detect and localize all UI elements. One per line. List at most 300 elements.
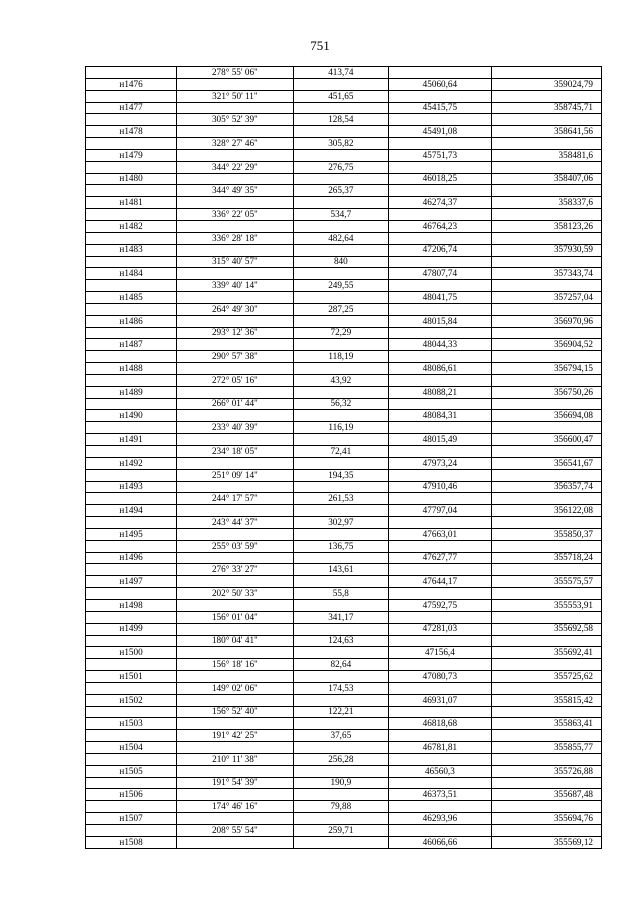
distance-cell: 143,61 xyxy=(293,564,388,576)
direction-angle-cell: 156° 18' 16" xyxy=(177,659,294,671)
direction-angle-cell: 305° 52' 39" xyxy=(177,114,294,126)
x-coordinate-cell: 47663,01 xyxy=(389,528,492,540)
direction-angle-cell: 191° 54' 39" xyxy=(177,777,294,789)
direction-angle-cell xyxy=(177,718,294,730)
distance-cell: 256,28 xyxy=(293,753,388,765)
table-row xyxy=(86,647,602,659)
table-row xyxy=(86,694,602,706)
x-coordinate-cell xyxy=(389,327,492,339)
table-row xyxy=(86,78,602,90)
distance-cell xyxy=(293,694,388,706)
y-coordinate-cell xyxy=(491,256,601,268)
direction-angle-cell: 336° 28' 18" xyxy=(177,232,294,244)
direction-angle-cell: 156° 01' 04" xyxy=(177,611,294,623)
direction-angle-cell xyxy=(177,315,294,327)
point-cell xyxy=(86,517,177,529)
table-row xyxy=(86,623,602,635)
table-row xyxy=(86,102,602,114)
table-row xyxy=(86,374,602,386)
distance-cell xyxy=(293,552,388,564)
x-coordinate-cell xyxy=(389,588,492,600)
table-row xyxy=(86,244,602,256)
distance-cell xyxy=(293,78,388,90)
table-row xyxy=(86,90,602,102)
y-coordinate-cell xyxy=(491,303,601,315)
table-row xyxy=(86,280,602,292)
direction-angle-cell xyxy=(177,813,294,825)
direction-angle-cell xyxy=(177,481,294,493)
x-coordinate-cell: 48015,49 xyxy=(389,434,492,446)
x-coordinate-cell xyxy=(389,753,492,765)
direction-angle-cell xyxy=(177,671,294,683)
x-coordinate-cell xyxy=(389,185,492,197)
x-coordinate-cell xyxy=(389,635,492,647)
point-cell xyxy=(86,469,177,481)
direction-angle-cell xyxy=(177,386,294,398)
x-coordinate-cell: 46373,51 xyxy=(389,789,492,801)
x-coordinate-cell: 47080,73 xyxy=(389,671,492,683)
y-coordinate-cell: 355575,57 xyxy=(491,576,601,588)
distance-cell xyxy=(293,244,388,256)
point-cell: н1498 xyxy=(86,599,177,611)
y-coordinate-cell: 356357,74 xyxy=(491,481,601,493)
x-coordinate-cell: 48044,33 xyxy=(389,339,492,351)
distance-cell xyxy=(293,434,388,446)
x-coordinate-cell: 46066,66 xyxy=(389,836,492,848)
y-coordinate-cell xyxy=(491,185,601,197)
point-cell: н1492 xyxy=(86,457,177,469)
point-cell: н1477 xyxy=(86,102,177,114)
table-row xyxy=(86,363,602,375)
direction-angle-cell xyxy=(177,694,294,706)
point-cell: н1488 xyxy=(86,363,177,375)
y-coordinate-cell: 358123,26 xyxy=(491,220,601,232)
table-row xyxy=(86,777,602,789)
distance-cell: 37,65 xyxy=(293,730,388,742)
y-coordinate-cell xyxy=(491,517,601,529)
point-cell xyxy=(86,422,177,434)
direction-angle-cell xyxy=(177,552,294,564)
x-coordinate-cell xyxy=(389,256,492,268)
y-coordinate-cell xyxy=(491,611,601,623)
point-cell xyxy=(86,493,177,505)
x-coordinate-cell: 48041,75 xyxy=(389,292,492,304)
x-coordinate-cell xyxy=(389,398,492,410)
x-coordinate-cell: 47973,24 xyxy=(389,457,492,469)
point-cell: н1491 xyxy=(86,434,177,446)
y-coordinate-cell xyxy=(491,398,601,410)
point-cell: н1506 xyxy=(86,789,177,801)
distance-cell xyxy=(293,268,388,280)
distance-cell xyxy=(293,386,388,398)
x-coordinate-cell xyxy=(389,422,492,434)
distance-cell: 534,7 xyxy=(293,209,388,221)
direction-angle-cell: 264° 49' 30" xyxy=(177,303,294,315)
coordinates-table-body xyxy=(86,67,602,849)
x-coordinate-cell xyxy=(389,114,492,126)
distance-cell xyxy=(293,836,388,848)
x-coordinate-cell xyxy=(389,493,492,505)
table-row xyxy=(86,576,602,588)
table-row xyxy=(86,706,602,718)
distance-cell: 82,64 xyxy=(293,659,388,671)
point-cell: н1505 xyxy=(86,765,177,777)
distance-cell: 276,75 xyxy=(293,161,388,173)
distance-cell xyxy=(293,671,388,683)
x-coordinate-cell xyxy=(389,801,492,813)
x-coordinate-cell xyxy=(389,517,492,529)
direction-angle-cell xyxy=(177,434,294,446)
point-cell: н1496 xyxy=(86,552,177,564)
distance-cell xyxy=(293,149,388,161)
direction-angle-cell xyxy=(177,102,294,114)
point-cell xyxy=(86,256,177,268)
distance-cell xyxy=(293,315,388,327)
point-cell xyxy=(86,327,177,339)
point-cell xyxy=(86,564,177,576)
x-coordinate-cell: 46818,68 xyxy=(389,718,492,730)
distance-cell: 116,19 xyxy=(293,422,388,434)
direction-angle-cell: 234° 18' 05" xyxy=(177,446,294,458)
direction-angle-cell: 149° 02' 06" xyxy=(177,682,294,694)
y-coordinate-cell xyxy=(491,138,601,150)
y-coordinate-cell: 356794,15 xyxy=(491,363,601,375)
distance-cell: 122,21 xyxy=(293,706,388,718)
table-row xyxy=(86,801,602,813)
table-row xyxy=(86,422,602,434)
distance-cell xyxy=(293,528,388,540)
x-coordinate-cell: 47644,17 xyxy=(389,576,492,588)
x-coordinate-cell: 47910,46 xyxy=(389,481,492,493)
y-coordinate-cell: 355725,62 xyxy=(491,671,601,683)
y-coordinate-cell: 358407,06 xyxy=(491,173,601,185)
y-coordinate-cell xyxy=(491,327,601,339)
x-coordinate-cell: 45491,08 xyxy=(389,126,492,138)
point-cell: н1493 xyxy=(86,481,177,493)
table-row xyxy=(86,161,602,173)
point-cell xyxy=(86,280,177,292)
direction-angle-cell: 233° 40' 39" xyxy=(177,422,294,434)
table-row xyxy=(86,138,602,150)
direction-angle-cell: 290° 57' 38" xyxy=(177,351,294,363)
distance-cell: 118,19 xyxy=(293,351,388,363)
direction-angle-cell xyxy=(177,268,294,280)
x-coordinate-cell xyxy=(389,351,492,363)
direction-angle-cell: 266° 01' 44" xyxy=(177,398,294,410)
point-cell: н1497 xyxy=(86,576,177,588)
distance-cell: 265,37 xyxy=(293,185,388,197)
table-row xyxy=(86,303,602,315)
x-coordinate-cell xyxy=(389,280,492,292)
y-coordinate-cell: 355815,42 xyxy=(491,694,601,706)
distance-cell xyxy=(293,410,388,422)
y-coordinate-cell: 357930,59 xyxy=(491,244,601,256)
direction-angle-cell xyxy=(177,410,294,422)
distance-cell xyxy=(293,363,388,375)
x-coordinate-cell: 48088,21 xyxy=(389,386,492,398)
point-cell xyxy=(86,303,177,315)
table-row xyxy=(86,635,602,647)
table-row xyxy=(86,682,602,694)
direction-angle-cell: 255° 03' 59" xyxy=(177,540,294,552)
y-coordinate-cell xyxy=(491,374,601,386)
distance-cell xyxy=(293,126,388,138)
point-cell: н1479 xyxy=(86,149,177,161)
y-coordinate-cell xyxy=(491,469,601,481)
y-coordinate-cell xyxy=(491,422,601,434)
y-coordinate-cell xyxy=(491,801,601,813)
distance-cell: 136,75 xyxy=(293,540,388,552)
distance-cell xyxy=(293,813,388,825)
distance-cell: 261,53 xyxy=(293,493,388,505)
distance-cell xyxy=(293,457,388,469)
direction-angle-cell xyxy=(177,149,294,161)
y-coordinate-cell: 356541,67 xyxy=(491,457,601,469)
distance-cell xyxy=(293,789,388,801)
distance-cell xyxy=(293,173,388,185)
y-coordinate-cell: 355687,48 xyxy=(491,789,601,801)
point-cell xyxy=(86,398,177,410)
direction-angle-cell: 174° 46' 16" xyxy=(177,801,294,813)
table-row xyxy=(86,611,602,623)
point-cell: н1502 xyxy=(86,694,177,706)
distance-cell: 305,82 xyxy=(293,138,388,150)
distance-cell: 56,32 xyxy=(293,398,388,410)
x-coordinate-cell: 46274,37 xyxy=(389,197,492,209)
table-row xyxy=(86,564,602,576)
table-row xyxy=(86,457,602,469)
x-coordinate-cell: 45415,75 xyxy=(389,102,492,114)
x-coordinate-cell xyxy=(389,611,492,623)
table-row xyxy=(86,398,602,410)
x-coordinate-cell xyxy=(389,564,492,576)
table-row xyxy=(86,552,602,564)
point-cell: н1494 xyxy=(86,505,177,517)
distance-cell: 194,35 xyxy=(293,469,388,481)
point-cell: н1481 xyxy=(86,197,177,209)
table-row xyxy=(86,540,602,552)
distance-cell xyxy=(293,505,388,517)
coordinates-table xyxy=(85,66,602,849)
direction-angle-cell xyxy=(177,457,294,469)
point-cell xyxy=(86,588,177,600)
direction-angle-cell: 293° 12' 36" xyxy=(177,327,294,339)
direction-angle-cell: 328° 27' 46" xyxy=(177,138,294,150)
point-cell xyxy=(86,635,177,647)
y-coordinate-cell: 357257,04 xyxy=(491,292,601,304)
table-row xyxy=(86,126,602,138)
table-row xyxy=(86,753,602,765)
direction-angle-cell: 272° 05' 16" xyxy=(177,374,294,386)
distance-cell: 413,74 xyxy=(293,67,388,79)
direction-angle-cell xyxy=(177,576,294,588)
direction-angle-cell: 156° 52' 40" xyxy=(177,706,294,718)
y-coordinate-cell: 355855,77 xyxy=(491,742,601,754)
distance-cell xyxy=(293,197,388,209)
table-row xyxy=(86,588,602,600)
direction-angle-cell: 180° 04' 41" xyxy=(177,635,294,647)
point-cell: н1495 xyxy=(86,528,177,540)
point-cell: н1482 xyxy=(86,220,177,232)
distance-cell xyxy=(293,647,388,659)
direction-angle-cell xyxy=(177,528,294,540)
distance-cell: 128,54 xyxy=(293,114,388,126)
table-row xyxy=(86,197,602,209)
distance-cell: 287,25 xyxy=(293,303,388,315)
x-coordinate-cell: 46560,3 xyxy=(389,765,492,777)
direction-angle-cell xyxy=(177,623,294,635)
y-coordinate-cell: 356750,26 xyxy=(491,386,601,398)
y-coordinate-cell: 358481,6 xyxy=(491,149,601,161)
x-coordinate-cell: 47627,77 xyxy=(389,552,492,564)
point-cell xyxy=(86,611,177,623)
table-row xyxy=(86,209,602,221)
table-row xyxy=(86,292,602,304)
point-cell xyxy=(86,659,177,671)
direction-angle-cell: 202° 50' 33" xyxy=(177,588,294,600)
y-coordinate-cell xyxy=(491,351,601,363)
x-coordinate-cell xyxy=(389,682,492,694)
y-coordinate-cell xyxy=(491,659,601,671)
y-coordinate-cell xyxy=(491,67,601,79)
table-row xyxy=(86,268,602,280)
point-cell xyxy=(86,682,177,694)
x-coordinate-cell xyxy=(389,374,492,386)
distance-cell xyxy=(293,742,388,754)
distance-cell: 124,63 xyxy=(293,635,388,647)
point-cell: н1499 xyxy=(86,623,177,635)
distance-cell: 482,64 xyxy=(293,232,388,244)
direction-angle-cell: 243° 44' 37" xyxy=(177,517,294,529)
x-coordinate-cell: 45060,64 xyxy=(389,78,492,90)
y-coordinate-cell: 358745,71 xyxy=(491,102,601,114)
x-coordinate-cell xyxy=(389,303,492,315)
table-row xyxy=(86,528,602,540)
x-coordinate-cell: 48084,31 xyxy=(389,410,492,422)
point-cell xyxy=(86,825,177,837)
table-row xyxy=(86,446,602,458)
y-coordinate-cell: 355863,41 xyxy=(491,718,601,730)
distance-cell xyxy=(293,220,388,232)
table-row xyxy=(86,410,602,422)
y-coordinate-cell xyxy=(491,588,601,600)
point-cell xyxy=(86,114,177,126)
direction-angle-cell xyxy=(177,505,294,517)
direction-angle-cell: 315° 40' 57" xyxy=(177,256,294,268)
direction-angle-cell: 278° 55' 06" xyxy=(177,67,294,79)
point-cell xyxy=(86,446,177,458)
y-coordinate-cell: 355553,91 xyxy=(491,599,601,611)
y-coordinate-cell xyxy=(491,114,601,126)
point-cell: н1500 xyxy=(86,647,177,659)
table-row xyxy=(86,718,602,730)
direction-angle-cell xyxy=(177,244,294,256)
x-coordinate-cell: 46931,07 xyxy=(389,694,492,706)
y-coordinate-cell: 356122,08 xyxy=(491,505,601,517)
x-coordinate-cell xyxy=(389,90,492,102)
direction-angle-cell: 276° 33' 27" xyxy=(177,564,294,576)
x-coordinate-cell xyxy=(389,446,492,458)
x-coordinate-cell: 48015,84 xyxy=(389,315,492,327)
x-coordinate-cell: 47206,74 xyxy=(389,244,492,256)
y-coordinate-cell: 356694,08 xyxy=(491,410,601,422)
table-row xyxy=(86,67,602,79)
point-cell xyxy=(86,753,177,765)
y-coordinate-cell xyxy=(491,90,601,102)
distance-cell: 72,41 xyxy=(293,446,388,458)
x-coordinate-cell xyxy=(389,825,492,837)
direction-angle-cell xyxy=(177,742,294,754)
point-cell xyxy=(86,540,177,552)
direction-angle-cell: 339° 40' 14" xyxy=(177,280,294,292)
distance-cell xyxy=(293,623,388,635)
y-coordinate-cell: 356904,52 xyxy=(491,339,601,351)
direction-angle-cell: 321° 50' 11" xyxy=(177,90,294,102)
point-cell xyxy=(86,209,177,221)
x-coordinate-cell xyxy=(389,706,492,718)
point-cell xyxy=(86,161,177,173)
y-coordinate-cell: 355718,24 xyxy=(491,552,601,564)
direction-angle-cell xyxy=(177,220,294,232)
direction-angle-cell xyxy=(177,836,294,848)
table-row xyxy=(86,315,602,327)
y-coordinate-cell xyxy=(491,635,601,647)
point-cell xyxy=(86,706,177,718)
table-row xyxy=(86,836,602,848)
y-coordinate-cell xyxy=(491,209,601,221)
point-cell xyxy=(86,67,177,79)
direction-angle-cell xyxy=(177,126,294,138)
distance-cell: 259,71 xyxy=(293,825,388,837)
y-coordinate-cell xyxy=(491,493,601,505)
x-coordinate-cell: 47797,04 xyxy=(389,505,492,517)
y-coordinate-cell xyxy=(491,446,601,458)
x-coordinate-cell: 46293,96 xyxy=(389,813,492,825)
point-cell: н1490 xyxy=(86,410,177,422)
table-row xyxy=(86,599,602,611)
point-cell: н1507 xyxy=(86,813,177,825)
x-coordinate-cell: 47807,74 xyxy=(389,268,492,280)
point-cell xyxy=(86,90,177,102)
distance-cell: 55,8 xyxy=(293,588,388,600)
table-row xyxy=(86,185,602,197)
point-cell: н1484 xyxy=(86,268,177,280)
x-coordinate-cell xyxy=(389,540,492,552)
distance-cell: 249,55 xyxy=(293,280,388,292)
direction-angle-cell xyxy=(177,197,294,209)
y-coordinate-cell: 356970,96 xyxy=(491,315,601,327)
distance-cell: 302,97 xyxy=(293,517,388,529)
y-coordinate-cell xyxy=(491,682,601,694)
distance-cell xyxy=(293,102,388,114)
distance-cell: 43,92 xyxy=(293,374,388,386)
table-row xyxy=(86,351,602,363)
point-cell xyxy=(86,185,177,197)
distance-cell xyxy=(293,481,388,493)
direction-angle-cell: 191° 42' 25" xyxy=(177,730,294,742)
table-row xyxy=(86,813,602,825)
y-coordinate-cell xyxy=(491,540,601,552)
table-row xyxy=(86,659,602,671)
table-row xyxy=(86,671,602,683)
table-row xyxy=(86,434,602,446)
point-cell xyxy=(86,138,177,150)
table-row xyxy=(86,220,602,232)
table-row xyxy=(86,386,602,398)
table-row xyxy=(86,114,602,126)
point-cell: н1476 xyxy=(86,78,177,90)
table-row xyxy=(86,517,602,529)
